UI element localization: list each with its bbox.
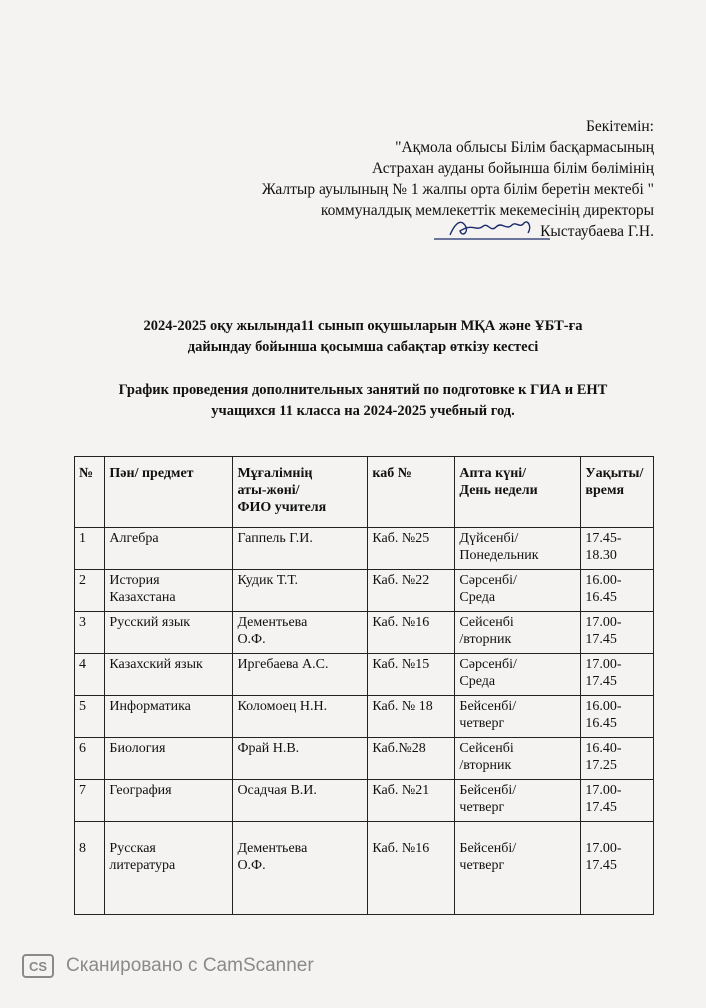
watermark-text: Сканировано с CamScanner <box>66 955 314 976</box>
cell-no: 1 <box>75 528 105 570</box>
director-name: Кыстаубаева Г.Н. <box>540 223 654 240</box>
cell-room: Каб.№28 <box>368 738 455 780</box>
cell-teacher: Фрай Н.В. <box>233 738 368 780</box>
cell-teacher: Коломоец Н.Н. <box>233 696 368 738</box>
header-time: Уақыты/ время <box>581 457 654 528</box>
cell-room: Каб. №15 <box>368 654 455 696</box>
title-kz-line: дайындау бойынша қосымша сабақтар өткізу кестесі <box>187 339 539 355</box>
cell-room: Каб. №22 <box>368 570 455 612</box>
cell-teacher: Гаппель Г.И. <box>233 528 368 570</box>
table-row <box>75 570 654 612</box>
cell-no: 8 <box>75 822 105 915</box>
cell-subject: Казахский язык <box>105 654 233 696</box>
header-no: № <box>75 457 105 528</box>
cell-room: Каб. №21 <box>368 780 455 822</box>
cell-no: 2 <box>75 570 105 612</box>
table-header-row <box>75 457 654 528</box>
cell-subject: История Казахстана <box>105 570 233 612</box>
cell-room: Каб. №16 <box>368 822 455 915</box>
table-row <box>75 654 654 696</box>
cell-teacher: Кудик Т.Т. <box>233 570 368 612</box>
signature-icon <box>432 213 552 245</box>
cell-subject: География <box>105 780 233 822</box>
header-subject: Пән/ предмет <box>105 457 233 528</box>
cell-subject: Русская литература <box>105 822 233 915</box>
cell-time: 17.00- 17.45 <box>581 612 654 654</box>
approval-line: Бекітемін: <box>586 118 654 135</box>
cell-subject: Информатика <box>105 696 233 738</box>
cell-day: Сәрсенбі/ Среда <box>455 654 581 696</box>
cell-time: 17.00- 17.45 <box>581 780 654 822</box>
cell-room: Каб. № 18 <box>368 696 455 738</box>
approval-line: Жалтыр ауылының № 1 жалпы орта білім беретін мектебі " <box>261 181 654 198</box>
approval-block <box>194 116 654 242</box>
cell-day: Бейсенбі/ четверг <box>455 780 581 822</box>
cell-time: 16.00- 16.45 <box>581 570 654 612</box>
header-day: Апта күні/ День недели <box>455 457 581 528</box>
cell-no: 5 <box>75 696 105 738</box>
cell-no: 4 <box>75 654 105 696</box>
camscanner-logo-icon: CS <box>22 954 54 978</box>
cell-day: Сейсенбі /вторник <box>455 612 581 654</box>
approval-line: Астрахан ауданы бойынша білім бөлімінің <box>371 160 654 177</box>
table-row <box>75 528 654 570</box>
cell-no: 3 <box>75 612 105 654</box>
approval-line: "Ақмола облысы Білім басқармасының <box>395 139 654 156</box>
cell-time: 17.00- 17.45 <box>581 822 654 915</box>
cell-time: 16.40- 17.25 <box>581 738 654 780</box>
cell-day: Бейсенбі/ четверг <box>455 696 581 738</box>
camscanner-watermark <box>22 954 314 978</box>
cell-time: 17.45- 18.30 <box>581 528 654 570</box>
cell-room: Каб. №16 <box>368 612 455 654</box>
title-kz-line: 2024-2025 оқу жылында11 сынып оқушыларын МҚА және ҰБТ-ға <box>143 318 583 334</box>
cell-day: Бейсенбі/ четверг <box>455 822 581 915</box>
cell-subject: Алгебра <box>105 528 233 570</box>
table-row <box>75 738 654 780</box>
cell-day: Дүйсенбі/ Понедельник <box>455 528 581 570</box>
director-signature-row <box>194 221 654 242</box>
document-title <box>60 316 666 422</box>
table-row <box>75 780 654 822</box>
cell-teacher: Иргебаева А.С. <box>233 654 368 696</box>
header-teacher: Мұғалімнің аты-жөні/ ФИО учителя <box>233 457 368 528</box>
approval-line: коммуналдық мемлекеттік мекемесінің директоры <box>320 202 654 219</box>
cell-no: 7 <box>75 780 105 822</box>
cell-subject: Русский язык <box>105 612 233 654</box>
table-row <box>75 822 654 915</box>
schedule-table <box>74 456 654 915</box>
cell-teacher: Осадчая В.И. <box>233 780 368 822</box>
cell-room: Каб. №25 <box>368 528 455 570</box>
cell-no: 6 <box>75 738 105 780</box>
header-room: каб № <box>368 457 455 528</box>
table-row <box>75 696 654 738</box>
cell-subject: Биология <box>105 738 233 780</box>
cell-day: Сейсенбі /вторник <box>455 738 581 780</box>
cell-time: 16.00- 16.45 <box>581 696 654 738</box>
title-ru-line: График проведения дополнительных занятий по подготовке к ГИА и ЕНТ <box>118 382 608 398</box>
cell-teacher: Дементьева О.Ф. <box>233 612 368 654</box>
cell-time: 17.00- 17.45 <box>581 654 654 696</box>
title-ru-line: учащихся 11 класса на 2024-2025 учебный год. <box>211 403 515 419</box>
cell-day: Сәрсенбі/ Среда <box>455 570 581 612</box>
table-row <box>75 612 654 654</box>
cell-teacher: Дементьева О.Ф. <box>233 822 368 915</box>
